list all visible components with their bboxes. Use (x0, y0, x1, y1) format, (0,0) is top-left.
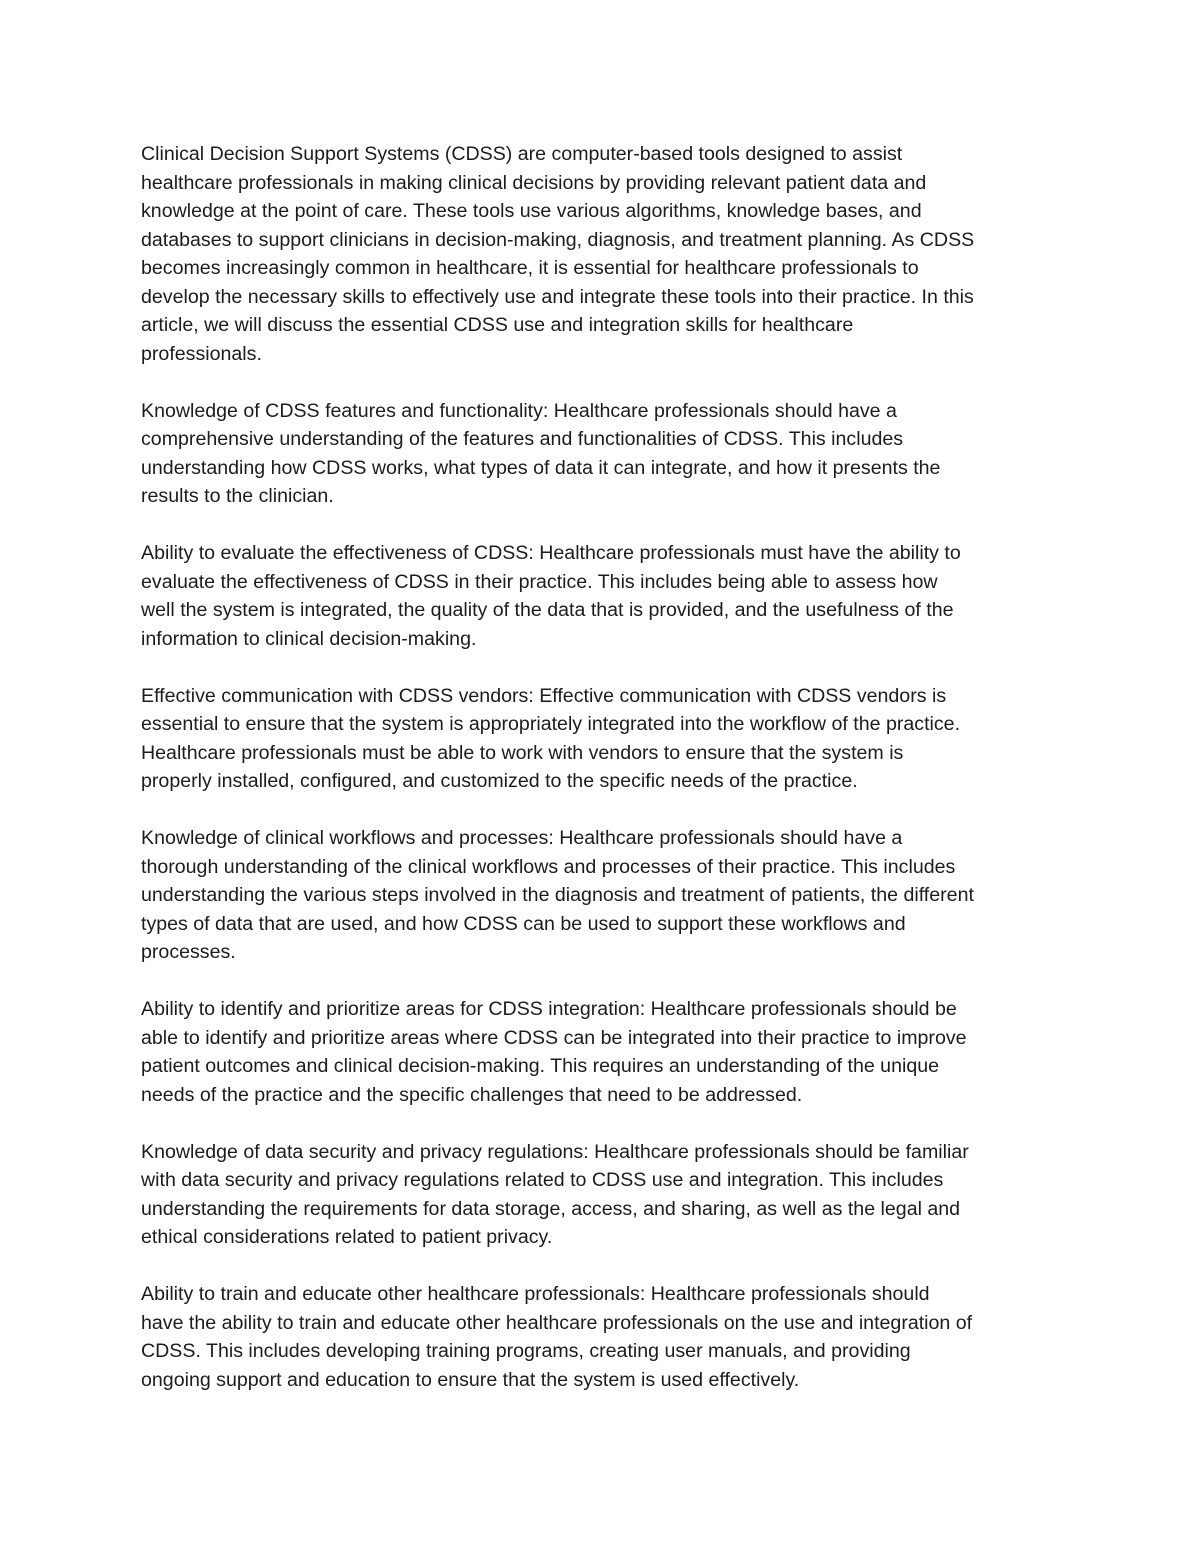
paragraph-training-education: Ability to train and educate other healthcare professionals: Healthcare professionals should have the ability to train and educate other healthcare professionals on the use and integration of CDSS. This includes developing training programs, creating user manuals, and providing ongoing support and education to ensure that the system is used effectively. (141, 1283, 973, 1391)
paragraph-data-security: Knowledge of data security and privacy regulations: Healthcare professionals should be familiar with data security and privacy regulations related to CDSS use and integration. This includes understanding the requirements for data storage, access, and sharing, as well as the legal and ethical considerations related to patient privacy. (141, 1140, 969, 1248)
paragraph-clinical-workflows: Knowledge of clinical workflows and processes: Healthcare professionals should have a thorough understanding of the clinical workflows and processes of their practice. This includes understanding the various steps involved in the diagnosis and treatment of patients, the different types of data that are used, and how CDSS can be used to support these workflows and processes. (141, 827, 974, 963)
paragraph-integration-areas: Ability to identify and prioritize areas for CDSS integration: Healthcare professionals should be able to identify and prioritize areas where CDSS can be integrated into their practice to improve patient outcomes and clinical decision-making. This requires an understanding of the unique needs of the practice and the specific challenges that need to be addressed. (141, 998, 967, 1106)
document-body (141, 140, 1071, 1423)
paragraph-cdss-features: Knowledge of CDSS features and functionality: Healthcare professionals should have a comprehensive understanding of the features and functionalities of CDSS. This includes understanding how CDSS works, what types of data it can integrate, and how it presents the results to the clinician. (141, 399, 941, 507)
paragraph-vendor-communication: Effective communication with CDSS vendors: Effective communication with CDSS vendors is essential to ensure that the system is appropriately integrated into the workflow of the practice. Healthcare professionals must be able to work with vendors to ensure that the system is properly installed, configured, and customized to the specific needs of the practice. (141, 684, 961, 792)
paragraph-evaluate-effectiveness: Ability to evaluate the effectiveness of CDSS: Healthcare professionals must have the ability to evaluate the effectiveness of CDSS in their practice. This includes being able to assess how well the system is integrated, the quality of the data that is provided, and the usefulness of the information to clinical decision-making. (141, 542, 961, 650)
intro-paragraph: Clinical Decision Support Systems (CDSS) are computer-based tools designed to assist healthcare professionals in making clinical decisions by providing relevant patient data and knowledge at the point of care. These tools use various algorithms, knowledge bases, and databases to support clinicians in decision-making, diagnosis, and treatment planning. As CDSS becomes increasingly common in healthcare, it is essential for healthcare professionals to develop the necessary skills to effectively use and integrate these tools into their practice. In this article, we will discuss the essential CDSS use and integration skills for healthcare professionals. (141, 143, 975, 365)
